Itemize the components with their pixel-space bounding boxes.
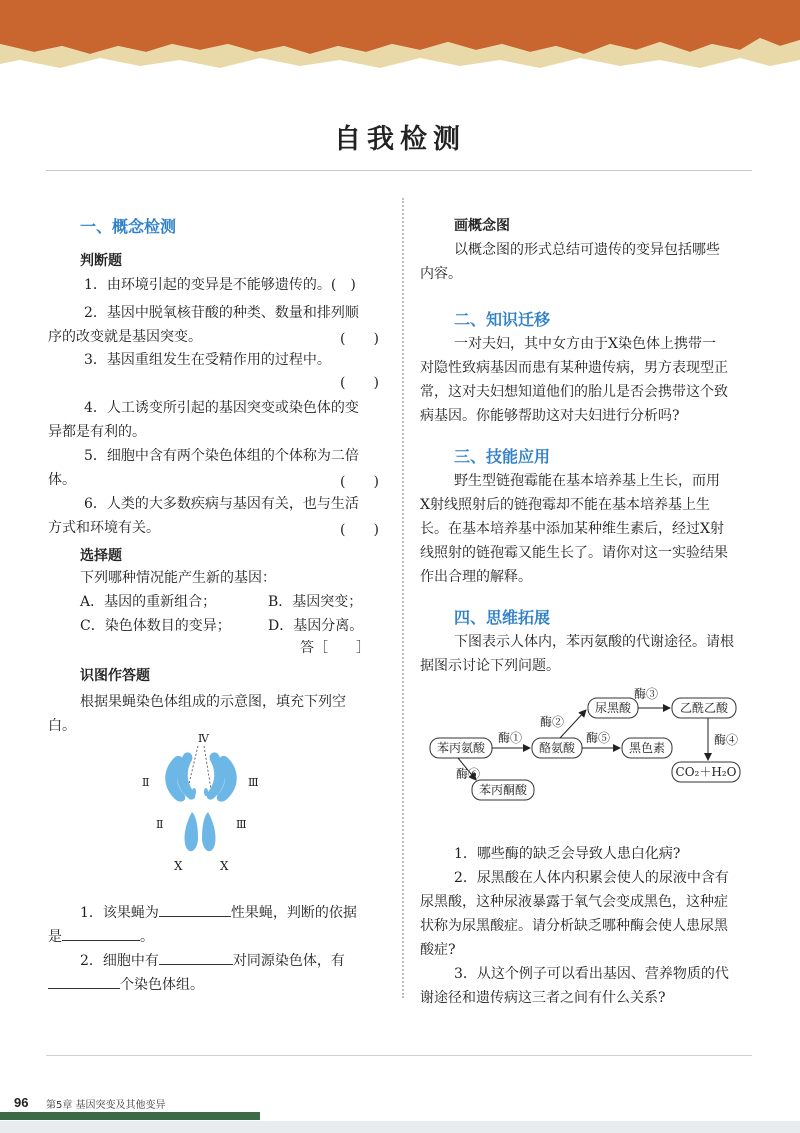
title-divider — [46, 170, 752, 171]
judge-item-4-line1: 4．人工诱变所引起的基因突变或染色体的变 — [84, 400, 359, 416]
answer-paren-5: ( ) — [340, 474, 379, 490]
label-x-left: X — [174, 859, 183, 873]
fill-question-2-line1 — [80, 948, 345, 973]
fill-question-2-line2 — [48, 972, 204, 997]
concept-map-heading: 画概念图 — [454, 218, 510, 234]
answer-paren-6: ( ) — [340, 522, 379, 538]
q1-part-a: 1．该果蝇为 — [80, 905, 159, 921]
extension-question-2-line3: 状称为尿黑酸症。请分析缺乏哪种酶会使人患尿黑 — [420, 918, 728, 934]
fill-question-1-line1 — [80, 900, 357, 925]
label-enzyme-1: 酶① — [498, 731, 523, 745]
footer-accent-bar — [0, 1112, 260, 1120]
choice-heading: 选择题 — [80, 548, 122, 564]
judge-heading: 判断题 — [80, 253, 122, 269]
label-enzyme-5: 酶⑤ — [586, 731, 611, 745]
label-x-right: X — [220, 859, 229, 873]
skill-line5: 作出合理的解释。 — [420, 569, 532, 585]
blank-4 — [48, 972, 120, 989]
judge-item-3: 3．基因重组发生在受精作用的过程中。 — [84, 352, 331, 368]
label-acetoacetate: 乙酰乙酸 — [679, 701, 729, 715]
q1-part-b: 性果蝇，判断的依据 — [230, 905, 357, 921]
choice-option-b: B．基因突变； — [268, 594, 363, 610]
judge-item-5-line2: 体。 — [48, 472, 76, 488]
extension-question-2-line2: 尿黑酸，这种尿液暴露于氧气会变成黑色，这种症 — [420, 894, 728, 910]
q2-part-a: 2．细胞中有 — [80, 953, 159, 969]
label-tyrosine: 酪氨酸 — [538, 741, 576, 755]
extension-question-3-line1: 3．从这个例子可以看出基因、营养物质的代 — [454, 966, 729, 982]
label-iv: Ⅳ — [198, 732, 209, 745]
q1-part-c: 是 — [48, 929, 62, 945]
label-enzyme-6: 酶⑥ — [456, 767, 481, 781]
fruit-fly-chromosome-figure — [132, 730, 272, 880]
page-title: 自我检测 — [334, 124, 466, 155]
transfer-line3: 常，这对夫妇想知道他们的胎儿是否会携带这个致 — [420, 384, 728, 400]
judge-item-6-line1: 6．人类的大多数疾病与基因有关，也与生活 — [84, 496, 359, 512]
label-ii-left-lower: Ⅱ — [156, 818, 164, 831]
choice-question: 下列哪种情况能产生新的基因： — [80, 570, 276, 586]
label-co2-h2o: CO₂＋H₂O — [675, 765, 737, 779]
q1-part-d: 。 — [140, 929, 154, 945]
section-knowledge-transfer: 二、知识迁移 — [454, 310, 551, 329]
extension-line2: 据图示讨论下列问题。 — [420, 658, 560, 674]
label-enzyme-3: 酶③ — [634, 687, 659, 701]
q2-part-c: 个染色体组。 — [120, 977, 204, 993]
q2-part-b: 对同源染色体，有 — [232, 953, 345, 969]
judge-item-2-line1: 2．基因中脱氧核苷酸的种类、数量和排列顺 — [84, 305, 359, 321]
label-iii-right: Ⅲ — [248, 776, 259, 789]
torn-paper-header — [0, 0, 800, 72]
extension-line1: 下图表示人体内，苯丙氨酸的代谢途径。请根 — [454, 634, 734, 650]
label-phenylpyruvic-acid: 苯丙酮酸 — [478, 783, 528, 797]
chromosome-x-right — [202, 812, 215, 851]
fill-question-1-line2 — [48, 924, 154, 949]
transfer-line1: 一对夫妇，其中女方由于X染色体上携带一 — [454, 336, 716, 352]
figure-question-heading: 识图作答题 — [80, 668, 150, 684]
concept-map-line2: 内容。 — [420, 266, 462, 282]
page-number: 96 — [14, 1095, 29, 1110]
extension-question-2-line1: 2．尿黑酸在人体内积累会使人的尿液中含有 — [454, 870, 729, 886]
label-ii-left: Ⅱ — [142, 776, 150, 789]
chapter-title: 第5章 基因突变及其他变异 — [46, 1100, 166, 1111]
judge-item-1: 1．由环境引起的变异是不能够遗传的。( ) — [84, 277, 356, 293]
choice-option-c: C．染色体数目的变异； — [80, 618, 231, 634]
section-concept-check: 一、概念检测 — [80, 217, 177, 236]
section-thinking-extension: 四、思维拓展 — [454, 608, 551, 627]
judge-item-4-line2: 异都是有利的。 — [48, 424, 146, 440]
extension-question-1: 1．哪些酶的缺乏会导致人患白化病? — [454, 846, 681, 862]
answer-paren-2: ( ) — [340, 331, 379, 347]
choice-option-d: D．基因分离。 — [268, 618, 364, 634]
label-phenylalanine: 苯丙氨酸 — [436, 741, 486, 755]
label-enzyme-4: 酶④ — [714, 733, 739, 747]
concept-map-line1: 以概念图的形式总结可遗传的变异包括哪些 — [454, 242, 720, 258]
judge-item-5-line1: 5．细胞中含有两个染色体组的个体称为二倍 — [84, 448, 359, 464]
blank-1 — [159, 900, 231, 917]
phenylalanine-pathway-diagram — [428, 686, 768, 810]
judge-item-2-line2: 序的改变就是基因突变。 — [48, 329, 202, 345]
column-divider — [402, 198, 404, 998]
label-iii-right-lower: Ⅲ — [236, 818, 247, 831]
transfer-line2: 对隐性致病基因而患有某种遗传病，男方表现型正 — [420, 360, 728, 376]
figure-question-line2: 白。 — [48, 718, 76, 734]
answer-paren-3: ( ) — [340, 375, 379, 391]
chromosome-x-left — [185, 812, 198, 851]
choice-option-a: A．基因的重新组合； — [80, 594, 217, 610]
blank-2 — [62, 924, 140, 941]
choice-answer-box: 答［ ］ — [300, 640, 370, 656]
extension-question-2-line4: 酸症? — [420, 942, 456, 958]
extension-question-3-line2: 谢途径和遗传病这三者之间有什么关系? — [420, 990, 666, 1006]
section-skill-application: 三、技能应用 — [454, 447, 551, 466]
judge-item-6-line2: 方式和环境有关。 — [48, 520, 160, 536]
skill-line1: 野生型链孢霉能在基本培养基上生长，而用 — [454, 473, 720, 489]
figure-question-line1: 根据果蝇染色体组成的示意图，填充下列空 — [80, 694, 346, 710]
label-enzyme-2: 酶② — [540, 715, 565, 729]
transfer-line4: 病基因。你能够帮助这对夫妇进行分析吗? — [420, 408, 680, 424]
blank-3 — [159, 948, 233, 965]
footer-divider — [46, 1055, 752, 1056]
footer-band — [0, 1121, 800, 1133]
label-melanin: 黑色素 — [628, 741, 666, 755]
skill-line4: 线照射的链孢霉又能生长了。请你对这一实验结果 — [420, 545, 728, 561]
skill-line3: 长。在基本培养基中添加某种维生素后，经过X射 — [420, 521, 724, 537]
label-homogentisic-acid: 尿黑酸 — [594, 701, 632, 715]
skill-line2: X射线照射后的链孢霉却不能在基本培养基上生 — [420, 497, 710, 513]
